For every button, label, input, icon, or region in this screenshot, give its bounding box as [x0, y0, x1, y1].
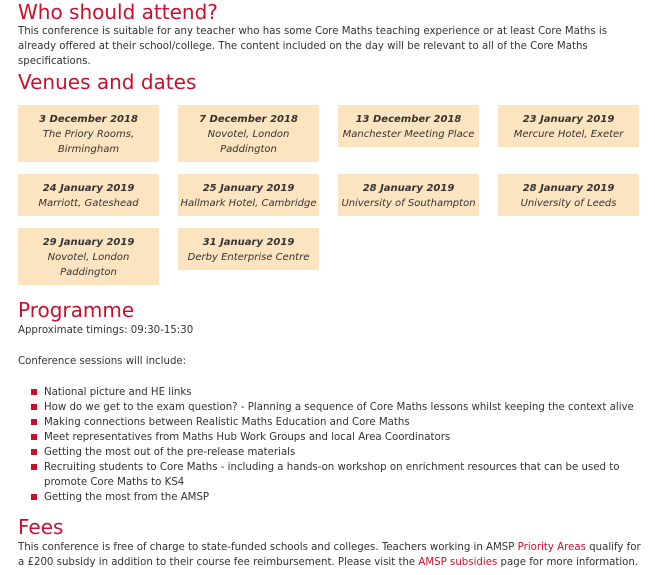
- venue-location: Mercure Hotel, Exeter: [513, 129, 624, 140]
- venue-date: 24 January 2019: [42, 183, 135, 194]
- venue-date: 25 January 2019: [202, 183, 295, 194]
- bullet-icon: [31, 449, 37, 455]
- who-heading: Who should attend?: [18, 0, 218, 24]
- venue-location: Manchester Meeting Place: [342, 129, 475, 140]
- fees-section: [18, 516, 63, 538]
- venue-card: [18, 174, 159, 216]
- fees-heading: Fees: [18, 515, 64, 539]
- venue-card: [498, 174, 639, 216]
- venue-location: Hallmark Hotel, Cambridge: [180, 198, 317, 209]
- venues-section: [18, 71, 196, 93]
- list-item: Making connections between Realistic Maths Education and Core Maths: [18, 415, 638, 430]
- list-item: Getting the most out of the pre-release materials: [18, 445, 638, 460]
- venues-heading: Venues and dates: [18, 70, 197, 94]
- venue-location: Derby Enterprise Centre: [187, 252, 310, 263]
- bullet-icon: [31, 404, 37, 410]
- programme-timing: Approximate timings: 09:30-15:30: [18, 325, 194, 336]
- programme-heading: Programme: [18, 298, 135, 322]
- list-item: How do we get to the exam question? - Planning a sequence of Core Maths lessons whilst keeping the context alive: [18, 400, 638, 415]
- venue-date: 31 January 2019: [202, 237, 295, 248]
- venue-card: [18, 105, 159, 162]
- who-text: This conference is suitable for any teacher who has some Core Maths teaching experience or at least Core Maths is already offered at their school/college. The content included on the day will be relevant to all of the Core Maths specifications.: [18, 26, 608, 67]
- venue-location: The Priory Rooms, Birmingham: [42, 129, 135, 155]
- venue-date: 23 January 2019: [522, 114, 615, 125]
- fees-text: This conference is free of charge to state-funded schools and colleges. Teachers working in AMSP Priority Areas qualify for a £200 subsidy in addition to their course fee reimbursement. Please visit the AMSP subsidies page for more information.: [18, 542, 641, 568]
- venue-location: University of Southampton: [341, 198, 476, 209]
- priority-areas-link[interactable]: Priority Areas: [517, 542, 586, 553]
- venue-date: 29 January 2019: [42, 237, 135, 248]
- bullet-icon: [31, 419, 37, 425]
- venue-card: [18, 228, 159, 285]
- list-item: Recruiting students to Core Maths - including a hands-on workshop on enrichment resources that can be used to promote Core Maths to KS4: [18, 460, 638, 490]
- amsp-subsidies-link[interactable]: AMSP subsidies: [418, 557, 498, 568]
- venue-card: [498, 105, 639, 147]
- venue-date: 28 January 2019: [522, 183, 615, 194]
- sessions-list: [18, 385, 638, 505]
- bullet-icon: [31, 434, 37, 440]
- list-item: National picture and HE links: [18, 385, 638, 400]
- bullet-icon: [31, 389, 37, 395]
- venue-location: University of Leeds: [520, 198, 617, 209]
- venue-location: Marriott, Gateshead: [38, 198, 139, 209]
- venue-date: 7 December 2018: [199, 114, 298, 125]
- venue-card: [338, 174, 479, 216]
- venue-card: [178, 228, 319, 270]
- venue-card: [178, 174, 319, 216]
- bullet-icon: [31, 464, 37, 470]
- list-item: Getting the most from the AMSP: [18, 490, 638, 505]
- programme-section: [18, 299, 134, 321]
- who-section: [18, 1, 643, 69]
- venue-location: Novotel, London Paddington: [47, 252, 130, 278]
- bullet-icon: [31, 494, 37, 500]
- venue-card: [178, 105, 319, 162]
- programme-intro: Conference sessions will include:: [18, 356, 187, 367]
- venue-date: 13 December 2018: [355, 114, 462, 125]
- venue-date: 3 December 2018: [39, 114, 138, 125]
- venue-date: 28 January 2019: [362, 183, 455, 194]
- list-item: Meet representatives from Maths Hub Work Groups and local Area Coordinators: [18, 430, 638, 445]
- venue-card: [338, 105, 479, 147]
- venue-location: Novotel, London Paddington: [207, 129, 290, 155]
